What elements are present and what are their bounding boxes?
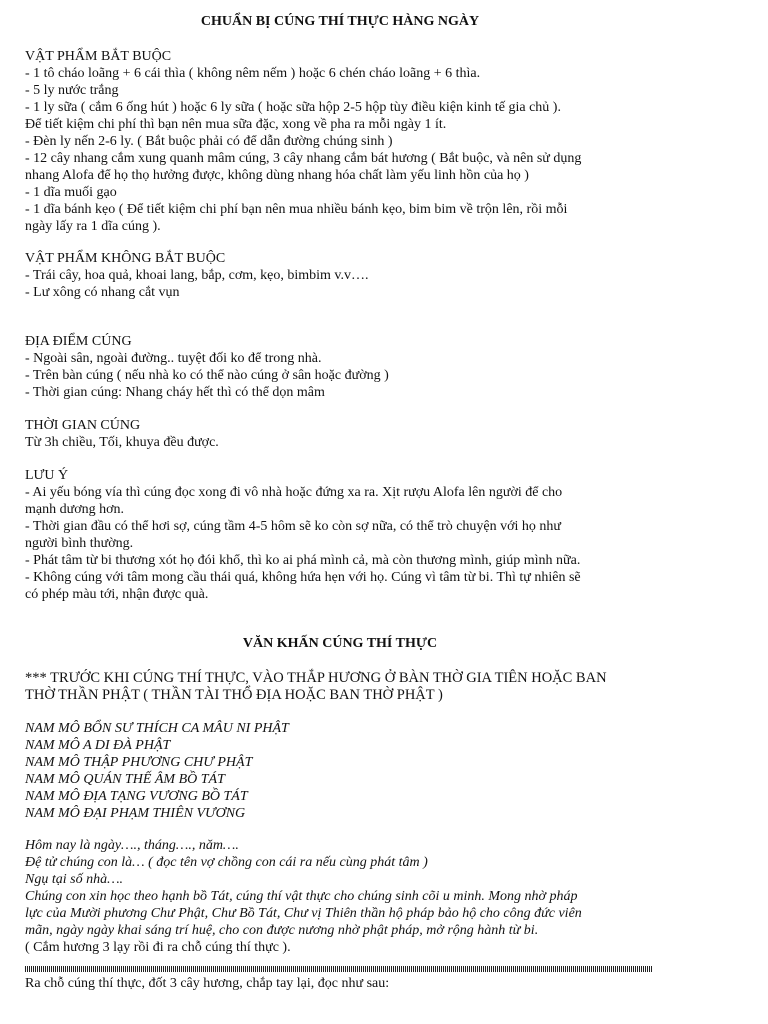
section-heading: LƯU Ý (25, 468, 69, 483)
prayer-title: VĂN KHẤN CÚNG THÍ THỰC (242, 636, 438, 651)
text-line: - Ngoài sân, ngoài đường.. tuyệt đối ko để trong nhà. (25, 351, 322, 366)
section-heading: VẬT PHẨM KHÔNG BẮT BUỘC (25, 251, 226, 266)
section-required (25, 48, 665, 235)
text-line: *** TRƯỚC KHI CÚNG THÍ THỰC, VÀO THẮP HƯƠNG Ở BÀN THỜ GIA TIÊN HOẶC BAN (25, 670, 607, 686)
text-line: NAM MÔ THẬP PHƯƠNG CHƯ PHẬT (25, 755, 253, 770)
section-intro (25, 670, 665, 704)
section-bow (25, 939, 665, 956)
text-line: người bình thường. (25, 536, 134, 551)
text-line: mãn, ngày ngày khai sáng trí huệ, cho con được nương nhờ phật pháp, mở rộng hành từ bi. (25, 923, 539, 938)
section-namo (25, 720, 665, 822)
text-line: ngày lấy ra 1 dĩa cúng ). (25, 219, 161, 234)
text-line: NAM MÔ QUÁN THẾ ÂM BỒ TÁT (25, 772, 225, 787)
text-line: - Trái cây, hoa quả, khoai lang, bắp, cơm, kẹo, bimbim v.v…. (25, 268, 369, 283)
section-last (25, 975, 665, 992)
text-line: - 5 ly nước trắng (25, 83, 119, 98)
section-prayer (25, 837, 665, 939)
text-line: Hôm nay là ngày…., tháng…., năm…. (25, 838, 239, 853)
section-heading: THỜI GIAN CÚNG (25, 418, 141, 433)
text-line: ( Cắm hương 3 lạy rồi đi ra chỗ cúng thí thực ). (25, 940, 291, 955)
text-line: - Đèn ly nến 2-6 ly. ( Bắt buộc phải có để dẫn đường chúng sinh ) (25, 134, 393, 149)
text-line: - 1 dĩa muối gạo (25, 185, 117, 200)
section-time (25, 417, 665, 451)
text-line: có phép màu tới, nhận được quà. (25, 587, 209, 602)
text-line: - Trên bàn cúng ( nếu nhà ko có thể nào cúng ở sân hoặc đường ) (25, 368, 389, 383)
text-line: NAM MÔ A DI ĐÀ PHẬT (25, 738, 171, 753)
section-heading: ĐỊA ĐIỂM CÚNG (25, 334, 132, 349)
text-line: NAM MÔ ĐỊA TẠNG VƯƠNG BỒ TÁT (25, 789, 248, 804)
section-heading: VẬT PHẨM BẮT BUỘC (25, 49, 172, 64)
text-line: lực của Mười phương Chư Phật, Chư Bồ Tát, Chư vị Thiên thần hộ pháp bảo hộ cho công đức viên (25, 906, 582, 921)
text-line: - Lư xông có nhang cắt vụn (25, 285, 180, 300)
text-line: mạnh dương hơn. (25, 502, 124, 517)
text-line: NAM MÔ ĐẠI PHẠM THIÊN VƯƠNG (25, 806, 246, 821)
dotted-divider (25, 966, 653, 972)
text-line: - 1 tô cháo loãng + 6 cái thìa ( không nêm nếm ) hoặc 6 chén cháo loãng + 6 thìa. (25, 66, 481, 81)
text-line: - Thời gian đầu có thể hơi sợ, cúng tầm 4-5 hôm sẽ ko còn sợ nữa, có thể trò chuyện với họ như (25, 519, 561, 534)
text-line: - Thời gian cúng: Nhang cháy hết thì có thể dọn mâm (25, 385, 325, 400)
text-line: NAM MÔ BỔN SƯ THÍCH CA MÂU NI PHẬT (25, 721, 289, 736)
section-notes (25, 467, 665, 603)
text-line: Đệ tử chúng con là… ( đọc tên vợ chồng con cái ra nếu cùng phát tâm ) (25, 855, 428, 870)
section-optional (25, 250, 665, 301)
text-line: - Ai yếu bóng vía thì cúng đọc xong đi vô nhà hoặc đứng xa ra. Xịt rượu Alofa lên người để cho (25, 485, 563, 500)
text-line: - 1 ly sữa ( cắm 6 ống hút ) hoặc 6 ly sữa ( hoặc sữa hộp 2-5 hộp tùy điều kiện kinh tế gia chủ ). (25, 100, 561, 115)
text-line: THỜ THẦN PHẬT ( THẦN TÀI THỔ ĐỊA HOẶC BAN THỜ PHẬT ) (25, 687, 443, 703)
text-line: Ngụ tại số nhà…. (25, 872, 124, 887)
text-line: Từ 3h chiều, Tối, khuya đều được. (25, 435, 219, 450)
section-location (25, 333, 665, 401)
text-line: - Phát tâm từ bi thương xót họ đói khổ, thì ko ai phá mình cả, mà còn thương mình, giúp mình nữa. (25, 553, 581, 568)
text-line: Chúng con xin học theo hạnh bồ Tát, cúng thí vật thực cho chúng sinh cõi u minh. Mong nhờ pháp (25, 889, 578, 904)
text-line: - 12 cây nhang cắm xung quanh mâm cúng, 3 cây nhang cắm bát hương ( Bắt buộc, và nên sử dụng (25, 151, 582, 166)
text-line: - Không cúng với tâm mong cầu thái quá, không hứa hẹn với họ. Cúng vì tâm từ bi. Thì tự nhiên sẽ (25, 570, 581, 585)
text-line: nhang Alofa để họ thọ hưởng được, không dùng nhang hóa chất làm yếu linh hồn của họ ) (25, 168, 529, 183)
page-title: CHUẨN BỊ CÚNG THÍ THỰC HÀNG NGÀY (200, 14, 480, 29)
text-line: Ra chỗ cúng thí thực, đốt 3 cây hương, chắp tay lại, đọc như sau: (25, 976, 390, 991)
text-line: - 1 dĩa bánh kẹo ( Để tiết kiệm chi phí bạn nên mua nhiều bánh kẹo, bim bim về trộn lên, rồi mỗi (25, 202, 568, 217)
text-line: Để tiết kiệm chi phí thì bạn nên mua sữa đặc, xong về pha ra mỗi ngày 1 ít. (25, 117, 447, 132)
